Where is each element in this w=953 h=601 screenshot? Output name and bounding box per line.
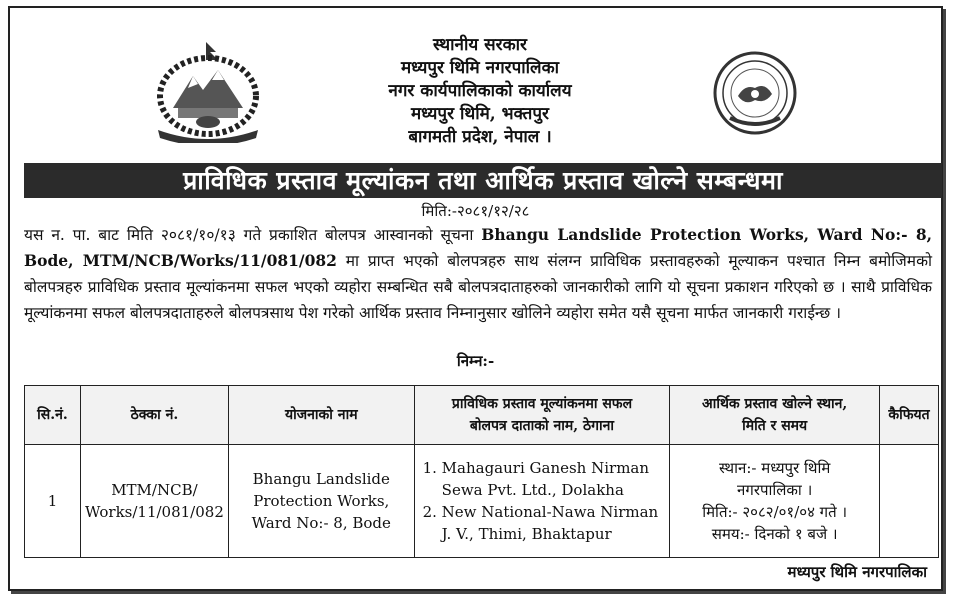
municipality-seal-icon — [710, 48, 800, 138]
nimna-label: निम्न:- — [456, 352, 495, 370]
footer-signature: मध्यपुर थिमि नगरपालिका — [787, 563, 927, 581]
nepal-emblem-icon — [148, 38, 268, 143]
header-sn: सि.नं. — [25, 386, 81, 445]
opening-place-line-1: स्थान:- मध्यपुर थिमि — [719, 459, 831, 477]
header-line-1: स्थानीय सरकार — [432, 35, 527, 55]
cell-project — [228, 445, 414, 558]
body-project-ref: Bhangu Landslide Protection Works, Ward No:- 8, Bode, MTM/NCB/Works/11/081/082 — [24, 225, 933, 270]
opening-time: समय:- दिनको १ बजे । — [711, 525, 838, 543]
opening-place-line-2: नगरपालिका । — [737, 481, 813, 499]
header-project: योजनाको नाम — [228, 386, 414, 445]
office-header — [290, 34, 670, 149]
body-part-1: यस न. पा. बाट मिति २०८१/१०/१३ गते प्रकाशित बोलपत्र आस्वानको सूचना — [24, 226, 482, 244]
table-row — [25, 445, 939, 558]
contract-line-1: MTM/NCB/ — [111, 481, 198, 499]
header-line-4: मध्यपुर थिमि, भक्तपुर — [411, 104, 549, 124]
header-line-2: मध्यपुर थिमि नगरपालिका — [400, 58, 560, 78]
cell-remarks — [880, 445, 939, 558]
header-line-3: नगर कार्यपालिकाको कार्यालय — [388, 81, 572, 101]
notice-title: प्राविधिक प्रस्ताव मूल्यांकन तथा आर्थिक प्रस्ताव खोल्ने सम्बन्धमा — [24, 163, 942, 198]
cell-bidders — [414, 445, 670, 558]
cell-sn: 1 — [25, 445, 81, 558]
header-opening — [670, 386, 880, 445]
notice-frame — [8, 6, 943, 591]
table-header-row — [25, 386, 939, 445]
header-line-5: बागमती प्रदेश, नेपाल । — [408, 127, 552, 147]
project-line-3: Ward No:- 8, Bode — [251, 514, 391, 532]
body-part-2: मा प्राप्त भएको बोलपत्रहरु साथ संलग्न प्राविधिक प्रस्तावहरुको मूल्याकन पश्चात निम्न बमोजिमको बोलपत्रहरु प्राविधिक प्रस्ताव मूल्यांकनमा सफल भएको व्यहोरा सम्बन्धित सबै बोलपत्रदाताहरुको जानकारीको लागि यो सूचना प्रकाशन गरिएको छ । साथै प्राविधिक मूल्यांकनमा सफल बोलपत्रदाताहरुले बोलपत्रसाथ पेश गरेको आर्थिक प्रस्ताव निम्नानुसार खोलिने व्यहोरा समेत यसै सूचना मार्फत जानकारी गराईन्छ । — [24, 252, 932, 322]
bidder-1-line-1: 1. Mahagauri Ganesh Nirman — [441, 459, 650, 477]
header-contract: ठेक्का नं. — [80, 386, 228, 445]
list-item — [442, 457, 669, 501]
results-table — [24, 385, 939, 558]
notice-date: मिति:-२०८१/१२/२८ — [421, 202, 530, 220]
list-item — [442, 501, 669, 545]
header-remarks: कैफियत — [880, 386, 939, 445]
notice-body — [24, 222, 932, 326]
cell-opening — [670, 445, 880, 558]
header-opening-line-1: आर्थिक प्रस्ताव खोल्ने स्थान, — [702, 396, 848, 412]
bidder-2-line-1: 2. New National-Nawa Nirman — [441, 503, 659, 521]
header-bidders-line-2: बोलपत्र दाताको नाम, ठेगाना — [469, 418, 615, 434]
bidder-list — [420, 457, 669, 545]
header-bidders-line-1: प्राविधिक प्रस्ताव मूल्यांकनमा सफल — [451, 396, 633, 412]
project-line-1: Bhangu Landslide — [252, 470, 390, 488]
cell-contract — [80, 445, 228, 558]
header-bidders — [414, 386, 670, 445]
opening-date: मिति:- २०८२/०१/०४ गते । — [702, 503, 848, 521]
bidder-1-line-2: Sewa Pvt. Ltd., Dolakha — [441, 481, 624, 499]
bidder-2-line-2: J. V., Thimi, Bhaktapur — [441, 525, 612, 543]
project-line-2: Protection Works, — [253, 492, 390, 510]
contract-line-2: Works/11/081/082 — [84, 503, 224, 521]
header-opening-line-2: मिति र समय — [742, 418, 808, 434]
